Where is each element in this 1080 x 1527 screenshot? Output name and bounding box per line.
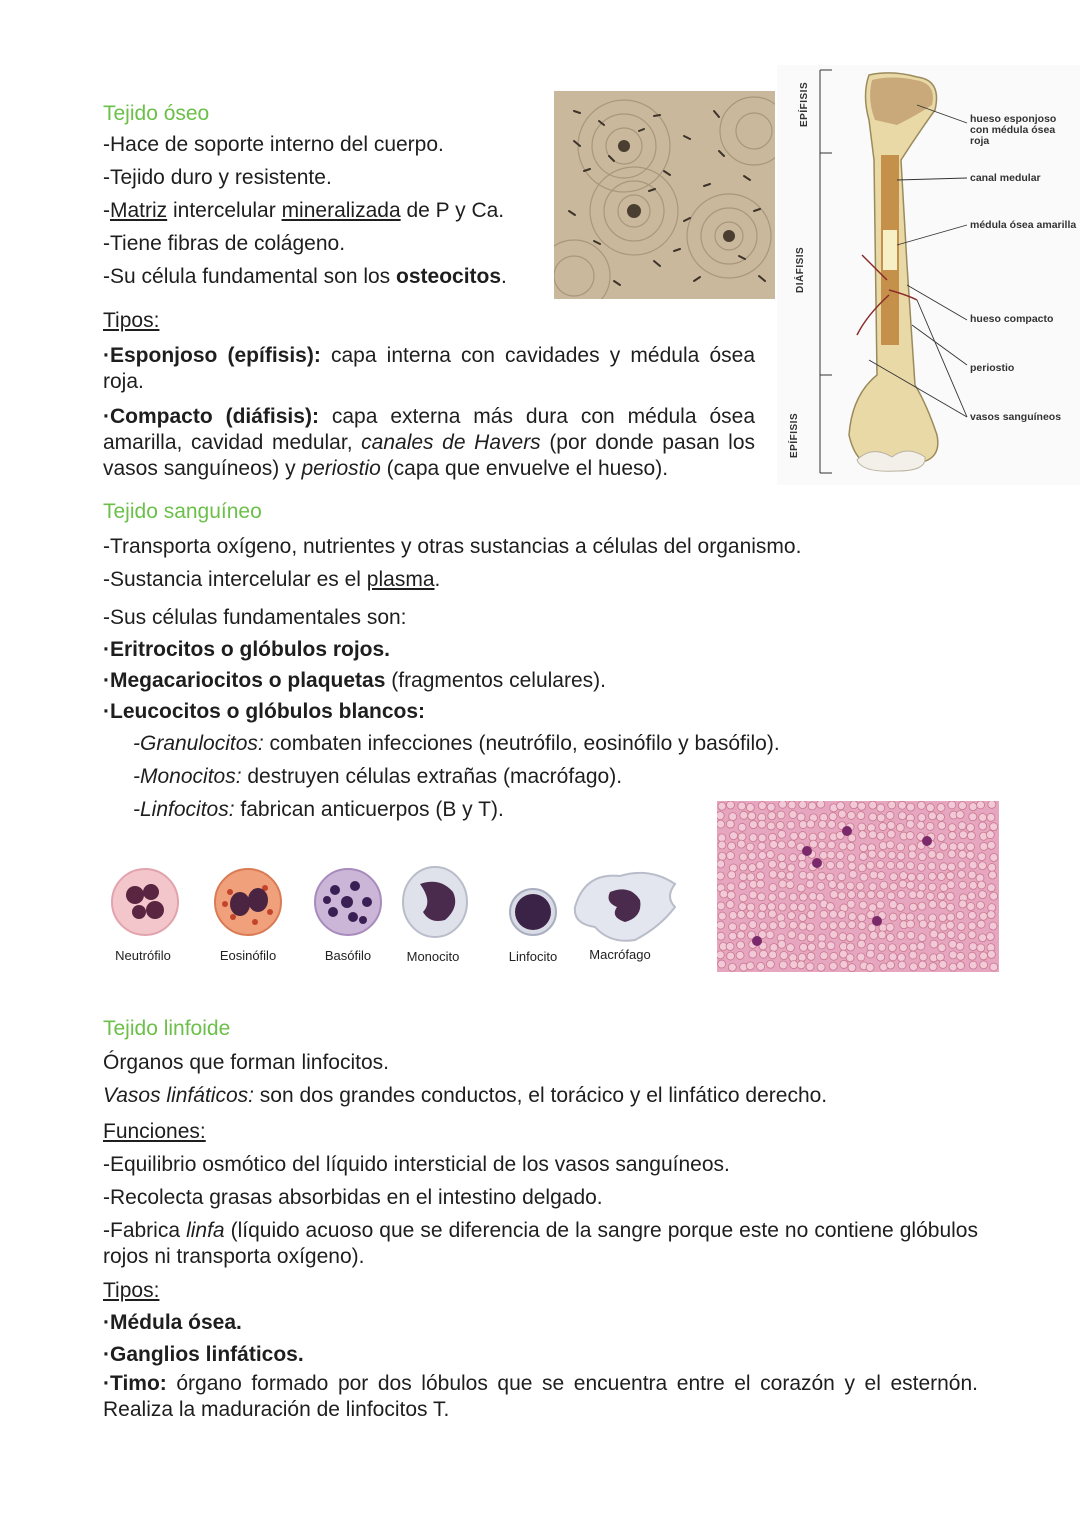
sang-megacariocitos: ·Megacariocitos o plaquetas (fragmentos celulares). [103, 669, 606, 692]
linf-funcion: -Equilibrio osmótico del líquido intersticial de los vasos sanguíneos. [103, 1153, 730, 1176]
linf-funcion: -Recolecta grasas absorbidas en el intestino delgado. [103, 1186, 603, 1209]
linf-organos: Órganos que forman linfocitos. [103, 1051, 389, 1074]
cell-label-neutrofilo: Neutrófilo [115, 948, 171, 963]
cell-label-monocito: Monocito [406, 949, 460, 964]
sang-leucocitos: ·Leucocitos o glóbulos blancos: [103, 700, 426, 723]
label-medula-amarilla: médula ósea amarilla [970, 219, 1077, 231]
sang-monocitos: -Monocitos: destruyen células extrañas (macrófago). [133, 765, 623, 788]
oseo-line: -Tejido duro y resistente. [103, 166, 332, 189]
sang-eritrocitos: ·Eritrocitos o glóbulos rojos. [103, 638, 391, 661]
cell-label-eosinofilo: Eosinófilo [219, 948, 277, 963]
label-hueso-compacto: hueso compacto [970, 313, 1054, 325]
oseo-tipos [103, 308, 755, 482]
linf-ganglios: ·Ganglios linfáticos. [103, 1343, 304, 1366]
leukocyte-illustrations [105, 862, 685, 972]
blood-smear-micrograph [717, 801, 999, 972]
oseo-celula-line: -Su célula fundamental son los osteocitos. [103, 265, 507, 288]
linf-medula: ·Médula ósea. [103, 1311, 242, 1334]
sang-linfocitos: -Linfocitos: fabrican anticuerpos (B y T). [133, 798, 504, 821]
funciones-label: Funciones: [103, 1120, 206, 1143]
sang-line: -Sus células fundamentales son: [103, 606, 407, 629]
oseo-line: -Hace de soporte interno del cuerpo. [103, 133, 444, 156]
label-hueso-esponjoso: hueso esponjoso con médula ósea roja [970, 113, 1057, 147]
bone-diagram [777, 65, 1080, 485]
label-diafisis: DIÁFISIS [795, 246, 806, 293]
cell-label-basofilo: Basófilo [324, 948, 372, 963]
section-title-linfoide: Tejido linfoide [103, 1017, 231, 1040]
cell-label-linfocito: Linfocito [508, 949, 558, 964]
section-title-sanguineo: Tejido sanguíneo [103, 500, 262, 523]
tipo-esponjoso: ·Esponjoso (epífisis): capa interna con cavidades y médula ósea roja. [103, 344, 755, 393]
label-periostio: periostio [970, 362, 1015, 374]
linf-funcion-linfa: -Fabrica linfa (líquido acuoso que se diferencia de la sangre porque este no contiene glóbulos rojos ni transporta oxígeno). [103, 1219, 978, 1268]
oseo-matrix-line: -Matriz intercelular mineralizada de P y Ca. [103, 199, 505, 222]
oseo-line: -Tiene fibras de colágeno. [103, 232, 346, 255]
section-title-oseo: Tejido óseo [103, 102, 210, 125]
linfoide-list [103, 1046, 978, 1423]
linf-timo: ·Timo: órgano formado por dos lóbulos que se encuentra entre el corazón y el esternón. Realiza la maduración de linfocitos T. [103, 1372, 978, 1421]
sang-granulocitos: -Granulocitos: combaten infecciones (neutrófilo, eosinófilo y basófilo). [133, 732, 780, 755]
tipos-label: Tipos: [103, 309, 160, 332]
label-epifisis-top: EPÍFISIS [799, 81, 810, 127]
label-vasos-sanguineos: vasos sanguíneos [970, 411, 1062, 423]
osteocyte-micrograph [554, 91, 775, 299]
linf-vasos: Vasos linfáticos: son dos grandes conductos, el torácico y el linfático derecho. [103, 1084, 828, 1107]
cell-label-macrofago: Macrófago [589, 947, 651, 962]
sang-plasma-line: -Sustancia intercelular es el plasma. [103, 568, 441, 591]
oseo-list [103, 128, 543, 293]
tipo-compacto: ·Compacto (diáfisis): capa externa más dura con médula ósea amarilla, cavidad medular, canales de Havers (por donde pasan los vasos sanguíneos) y periostio (capa que envuelve el hueso). [103, 405, 755, 480]
label-canal-medular: canal medular [970, 172, 1041, 184]
sanguineo-list [103, 530, 953, 826]
label-epifisis-bottom: EPÍFISIS [789, 412, 800, 458]
linf-tipos-label: Tipos: [103, 1279, 160, 1302]
sang-line: -Transporta oxígeno, nutrientes y otras sustancias a células del organismo. [103, 535, 802, 558]
